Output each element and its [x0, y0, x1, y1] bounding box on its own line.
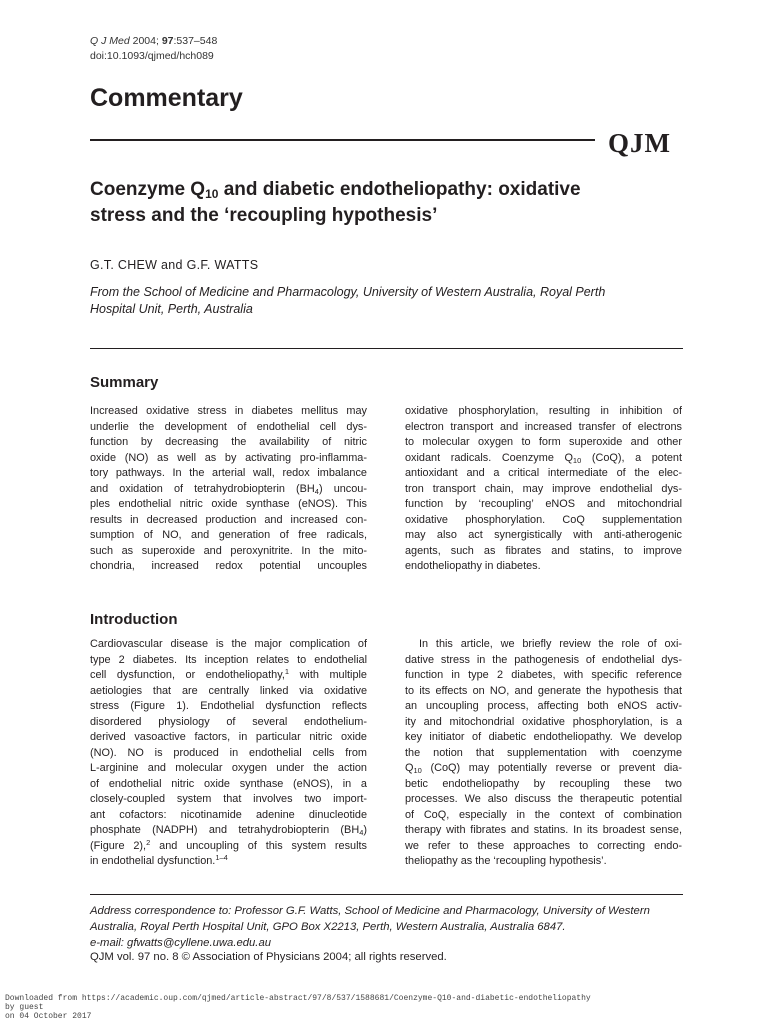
- article-title: [90, 177, 690, 229]
- text-fragment: (CoQ), a potent: [581, 451, 682, 464]
- text-line: function in type 2 diabetes, with specific reference: [405, 669, 682, 681]
- summary-heading: Summary: [90, 374, 159, 391]
- volume: 97: [161, 35, 174, 47]
- text-line: chondria, increased redox potential uncouples: [90, 560, 367, 572]
- text-line: the notion that supplementation with coenzyme: [405, 746, 682, 759]
- text-fragment: cell dysfunction, or endotheliopathy,: [90, 669, 285, 681]
- text-line: ity and mitochondrial oxidative phosphorylation, is a: [405, 715, 682, 728]
- text-line: dative stress in the pathogenesis of endothelial dys-: [405, 653, 682, 666]
- text-fragment: in endothelial dysfunction.: [90, 855, 216, 867]
- text-fragment: ): [363, 824, 367, 836]
- text-fragment: and oxidation of tetrahydrobiopterin (BH: [90, 482, 315, 495]
- text-line: of CoQ, especially in the context of combination: [405, 808, 682, 821]
- text-fragment: oxidant radicals. Coenzyme Q: [405, 451, 573, 464]
- pages: :537–548: [173, 35, 218, 47]
- citation-superscript: 1: [284, 668, 290, 676]
- title-line2: stress and the ‘recoupling hypothesis’: [90, 205, 438, 226]
- citation: [90, 34, 217, 64]
- authors: G.T. CHEW and G.F. WATTS: [90, 258, 259, 272]
- download-user: by guest: [5, 1003, 44, 1012]
- text-line: processes. We also discuss the therapeutic potential: [405, 793, 682, 805]
- subscript: 4: [314, 486, 319, 496]
- journal-logo: QJM: [608, 128, 671, 158]
- text-fragment: Q: [405, 762, 414, 774]
- title-subscript: 10: [205, 187, 219, 201]
- text-line: [90, 668, 367, 684]
- text-fragment: ) uncou-: [318, 482, 367, 495]
- year: 2004;: [132, 35, 159, 47]
- text-line: antioxidant and a critical intermediate of the elec-: [405, 467, 682, 479]
- affiliation: [90, 284, 690, 318]
- text-line: (NO). NO is produced in endothelial cells from: [90, 746, 367, 759]
- subscript: 4: [359, 828, 364, 837]
- text-fragment: (CoQ) may potentially reverse or prevent dia-: [421, 762, 682, 774]
- text-line: electron transport and increased transfer of electrons: [405, 420, 682, 433]
- text-line: key initiator of diabetic endotheliopathy. We develop: [405, 731, 682, 743]
- text-line: closely-coupled system that involves two import-: [90, 793, 367, 805]
- text-line: [405, 451, 682, 467]
- subscript: 10: [413, 766, 422, 775]
- text-line: therapy with fibrates and statins. In its broadest sense,: [405, 824, 682, 836]
- divider: [90, 348, 683, 349]
- copyright: QJM vol. 97 no. 8 © Association of Physicians 2004; all rights reserved.: [90, 951, 447, 963]
- text-line: of endothelial nitric oxide synthase (eNOS), in a: [90, 777, 367, 790]
- summary-right-column: [405, 404, 682, 575]
- title-part2: and diabetic endotheliopathy: oxidative: [218, 179, 581, 200]
- text-line: In this article, we briefly review the role of oxi-: [419, 638, 682, 650]
- text-fragment: with multiple: [289, 669, 367, 681]
- citation-superscript: 2: [146, 838, 151, 847]
- correspondence-line2: Australia, Royal Perth Hospital Unit, GPO Box X2213, Perth, Western Australia, Australia 6847.: [90, 921, 566, 933]
- text-line: betic endotheliopathy by recoupling these two: [405, 777, 682, 790]
- text-line: ples endothelial nitric oxide synthase (eNOS). This: [90, 498, 367, 510]
- subscript: 10: [572, 455, 582, 465]
- text-line: [90, 482, 367, 498]
- text-line: agents, such as fibrates and statins, to improve: [405, 544, 682, 557]
- text-fragment: and uncoupling of this system results: [150, 839, 367, 852]
- text-line: oxide (NO) as well as by activating pro-inflamma-: [90, 451, 367, 464]
- text-line: function by ‘recoupling’ eNOS and mitochondrial: [405, 498, 682, 510]
- header-rule: [90, 139, 595, 141]
- text-line: an uncoupling process, affecting both eNOS activ-: [405, 700, 682, 712]
- citation-superscript: 1–4: [215, 854, 228, 862]
- download-date: on 04 October 2017: [5, 1012, 92, 1021]
- introduction-heading: Introduction: [90, 611, 178, 628]
- text-line: [90, 823, 367, 839]
- text-line: results in decreased production and increased con-: [90, 513, 367, 526]
- download-url[interactable]: Downloaded from https://academic.oup.com/qjmed/article-abstract/97/8/537/1588681/Coenzyme-Q10-and-diabetic-endotheliopathy: [5, 994, 591, 1003]
- text-line: underlie the development of endothelial cell dys-: [90, 420, 367, 433]
- text-line: Increased oxidative stress in diabetes mellitus may: [90, 405, 367, 417]
- doi[interactable]: doi:10.1093/qjmed/hch089: [90, 50, 214, 62]
- correspondence: [90, 903, 690, 951]
- text-line: [90, 839, 367, 855]
- text-line: type 2 diabetes. Its inception relates to endothelial: [90, 653, 367, 666]
- text-line: [405, 761, 682, 777]
- affiliation-line2: Hospital Unit, Perth, Australia: [90, 302, 253, 316]
- text-line: aetiologies that are centrally linked via oxidative: [90, 684, 367, 697]
- text-fragment: phosphate (NADPH) and tetrahydrobiopterin (BH: [90, 824, 360, 836]
- text-line: derived vasoactive factors, in particular nitric oxide: [90, 731, 367, 743]
- section-label: Commentary: [90, 84, 243, 112]
- text-line: tron transport chain, may improve endothelial dys-: [405, 482, 682, 495]
- title-part1: Coenzyme Q: [90, 179, 206, 200]
- text-line: ant cofactors: nicotinamide adenine dinucleotide: [90, 808, 367, 821]
- text-line: Cardiovascular disease is the major complication of: [90, 638, 367, 650]
- footer-divider: [90, 894, 683, 895]
- text-line: to molecular oxygen to form superoxide and other: [405, 436, 682, 448]
- text-line: such as superoxide and peroxynitrite. In the mito-: [90, 544, 367, 557]
- text-line: to its effects on NO, and generate the hypothesis that: [405, 684, 682, 697]
- summary-left-column: [90, 404, 367, 575]
- affiliation-line1: From the School of Medicine and Pharmacology, University of Western Australia, Royal Perth: [90, 285, 606, 299]
- text-line: stress (Figure 1). Endothelial dysfunction reflects: [90, 700, 367, 712]
- text-line: oxidative phosphorylation, resulting in inhibition of: [405, 405, 682, 417]
- introduction-left-column: [90, 637, 367, 870]
- text-line: disordered physiology of several endothelium-: [90, 715, 367, 728]
- text-line: oxidative phosphorylation. CoQ supplementation: [405, 513, 682, 526]
- text-line: may also act synergistically with anti-atherogenic: [405, 529, 682, 541]
- text-line: sumption of NO, and generation of free radicals,: [90, 529, 367, 541]
- download-stamp: [5, 994, 591, 1021]
- text-line: endotheliopathy in diabetes.: [405, 560, 541, 572]
- text-line: function by decreasing the availability of nitric: [90, 436, 367, 448]
- email-link[interactable]: e-mail: gfwatts@cyllene.uwa.edu.au: [90, 937, 272, 949]
- introduction-right-column: [405, 637, 682, 870]
- text-line: theliopathy as the ‘recoupling hypothesis’.: [405, 855, 607, 867]
- text-line: we refer to these approaches to correcting endo-: [405, 839, 682, 852]
- text-line: tory pathways. In the arterial wall, redox imbalance: [90, 467, 367, 479]
- text-line: [90, 854, 367, 870]
- text-fragment: (Figure 2),: [90, 839, 147, 852]
- correspondence-line1: Address correspondence to: Professor G.F. Watts, School of Medicine and Pharmacology, University of Western: [90, 905, 650, 917]
- text-line: L-arginine and molecular oxygen under the action: [90, 762, 367, 774]
- journal-abbrev: Q J Med: [90, 35, 130, 47]
